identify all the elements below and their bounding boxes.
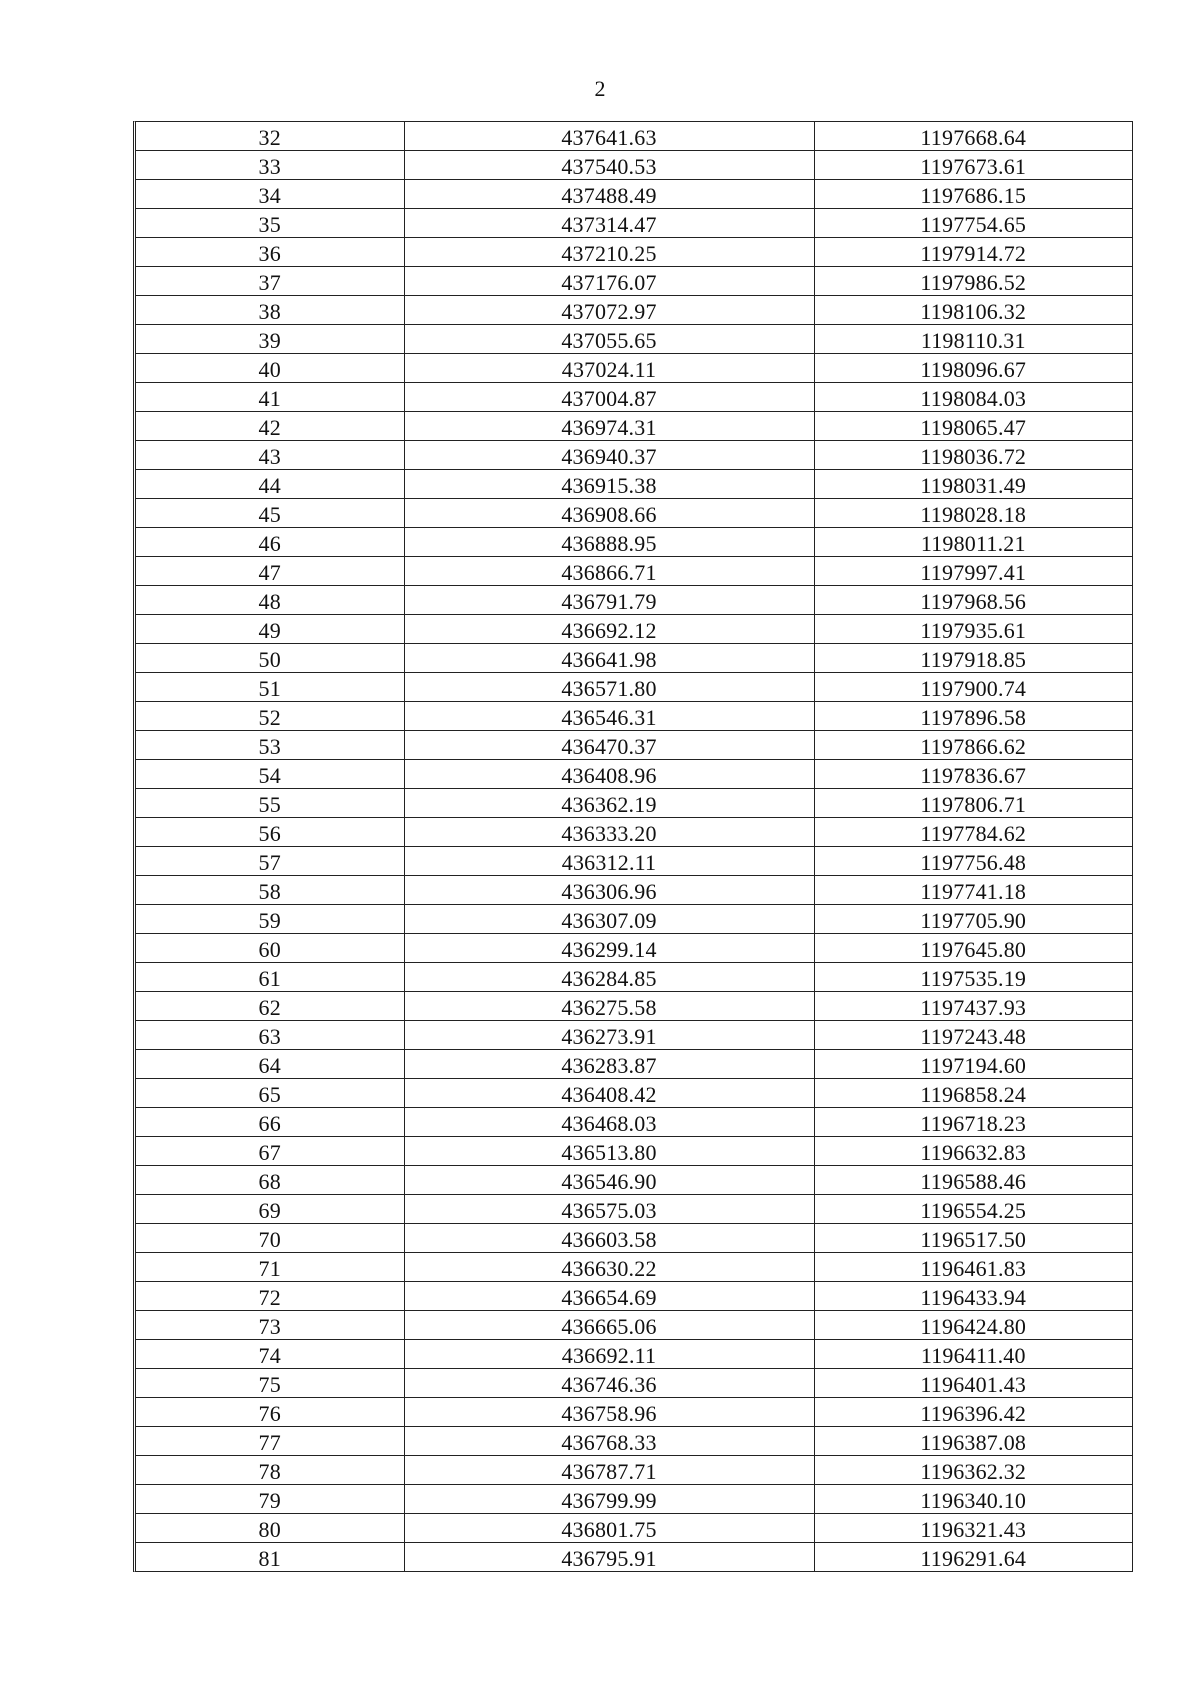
- x-coordinate-cell: 436641.98: [404, 644, 814, 673]
- table-row: [136, 238, 1132, 267]
- point-number-cell: 64: [136, 1050, 404, 1079]
- y-coordinate-cell: 1196424.80: [814, 1311, 1132, 1340]
- x-coordinate-cell: 436630.22: [404, 1253, 814, 1282]
- table-row: [136, 992, 1132, 1021]
- y-coordinate-cell: 1197900.74: [814, 673, 1132, 702]
- table-row: [136, 122, 1132, 151]
- y-coordinate-cell: 1196396.42: [814, 1398, 1132, 1427]
- x-coordinate-cell: 436603.58: [404, 1224, 814, 1253]
- table-row: [136, 499, 1132, 528]
- y-coordinate-cell: 1196291.64: [920, 1546, 1027, 1571]
- point-number-cell: 70: [136, 1224, 404, 1253]
- x-coordinate-cell: 436791.79: [404, 586, 814, 615]
- y-coordinate-cell: 1197686.15: [814, 180, 1132, 209]
- point-number-cell: 81: [136, 1543, 404, 1572]
- point-number-cell: 59: [136, 905, 404, 934]
- x-coordinate-cell: 437314.47: [404, 209, 814, 238]
- point-number-cell: 56: [136, 818, 404, 847]
- x-coordinate-cell: 436546.90: [404, 1166, 814, 1195]
- table-row: [136, 180, 1132, 209]
- point-number-cell: 67: [136, 1137, 404, 1166]
- y-coordinate-cell: 1197918.85: [814, 644, 1132, 673]
- table-row: [136, 644, 1132, 673]
- y-coordinate-cell: 1198036.72: [814, 441, 1132, 470]
- y-coordinate-cell: 1198065.47: [814, 412, 1132, 441]
- x-coordinate-cell: 436284.85: [404, 963, 814, 992]
- y-coordinate-cell: 1197914.72: [814, 238, 1132, 267]
- x-coordinate-cell: 437072.97: [404, 296, 814, 325]
- x-coordinate-cell: 436974.31: [404, 412, 814, 441]
- point-number-cell: 35: [136, 209, 404, 238]
- y-coordinate-cell: 1196387.08: [814, 1427, 1132, 1456]
- table-row: [136, 1427, 1132, 1456]
- x-coordinate-cell: 436665.06: [404, 1311, 814, 1340]
- point-number-cell: 65: [136, 1079, 404, 1108]
- table-row: [136, 586, 1132, 615]
- point-number-cell: 78: [136, 1456, 404, 1485]
- y-coordinate-cell: 1197968.56: [814, 586, 1132, 615]
- point-number-cell: 50: [136, 644, 404, 673]
- y-coordinate-cell: 1197866.62: [814, 731, 1132, 760]
- table-row: [136, 296, 1132, 325]
- table-row: [136, 1253, 1132, 1282]
- x-coordinate-cell: 436408.96: [404, 760, 814, 789]
- table-row: [136, 470, 1132, 499]
- x-coordinate-cell: 436575.03: [404, 1195, 814, 1224]
- x-coordinate-cell: 436799.99: [404, 1485, 814, 1514]
- y-coordinate-cell: 1196433.94: [814, 1282, 1132, 1311]
- table-row: [136, 383, 1132, 412]
- point-number-cell: 77: [136, 1427, 404, 1456]
- table-row: [136, 354, 1132, 383]
- y-coordinate-cell: 1198110.31: [814, 325, 1132, 354]
- table-row: [136, 1021, 1132, 1050]
- x-coordinate-cell: 436768.33: [404, 1427, 814, 1456]
- x-coordinate-cell: 436795.91: [404, 1543, 814, 1572]
- y-coordinate-cell: 1198031.49: [814, 470, 1132, 499]
- x-coordinate-cell: 436408.42: [404, 1079, 814, 1108]
- x-coordinate-cell: 437641.63: [404, 122, 814, 151]
- coordinates-table: [133, 121, 1133, 1572]
- y-coordinate-cell: 1196554.25: [814, 1195, 1132, 1224]
- point-number-cell: 41: [136, 383, 404, 412]
- point-number-cell: 39: [136, 325, 404, 354]
- point-number-cell: 58: [136, 876, 404, 905]
- x-coordinate-cell: 436273.91: [404, 1021, 814, 1050]
- x-coordinate-cell: 436283.87: [404, 1050, 814, 1079]
- x-coordinate-cell: 436312.11: [404, 847, 814, 876]
- point-number-cell: 47: [136, 557, 404, 586]
- point-number-cell: 61: [136, 963, 404, 992]
- x-coordinate-cell: 436866.71: [404, 557, 814, 586]
- x-coordinate-cell: 437176.07: [404, 267, 814, 296]
- y-coordinate-cell: 1196461.83: [814, 1253, 1132, 1282]
- point-number-cell: 52: [136, 702, 404, 731]
- point-number-cell: 44: [136, 470, 404, 499]
- y-coordinate-cell: 1197754.65: [814, 209, 1132, 238]
- point-number-cell: 60: [136, 934, 404, 963]
- point-number-cell: 45: [136, 499, 404, 528]
- y-coordinate-cell: 1196517.50: [814, 1224, 1132, 1253]
- table-row: [136, 325, 1132, 354]
- point-number-cell: 68: [136, 1166, 404, 1195]
- table-row: [136, 731, 1132, 760]
- y-coordinate-cell: 1198106.32: [814, 296, 1132, 325]
- y-coordinate-cell: 1196321.43: [814, 1514, 1132, 1543]
- point-number-cell: 74: [136, 1340, 404, 1369]
- y-coordinate-cell: 1197997.41: [814, 557, 1132, 586]
- y-coordinate-cell: 1197836.67: [814, 760, 1132, 789]
- x-coordinate-cell: 436746.36: [404, 1369, 814, 1398]
- x-coordinate-cell: 436307.09: [404, 905, 814, 934]
- table-row: [136, 1050, 1132, 1079]
- x-coordinate-cell: 436787.71: [404, 1456, 814, 1485]
- y-coordinate-cell: 1197194.60: [814, 1050, 1132, 1079]
- table-row: [136, 267, 1132, 296]
- y-coordinate-cell: 1197896.58: [814, 702, 1132, 731]
- y-coordinate-cell: 1196858.24: [814, 1079, 1132, 1108]
- point-number-cell: 62: [136, 992, 404, 1021]
- table-row: [136, 557, 1132, 586]
- y-coordinate-cell: 1197806.71: [814, 789, 1132, 818]
- x-coordinate-cell: 436692.12: [404, 615, 814, 644]
- point-number-cell: 75: [136, 1369, 404, 1398]
- point-number-cell: 69: [136, 1195, 404, 1224]
- table-row: [136, 934, 1132, 963]
- table-row: [136, 702, 1132, 731]
- y-coordinate-cell: 1197673.61: [814, 151, 1132, 180]
- x-coordinate-cell: 436915.38: [404, 470, 814, 499]
- point-number-cell: 49: [136, 615, 404, 644]
- point-number-cell: 38: [136, 296, 404, 325]
- y-coordinate-cell: 1196401.43: [814, 1369, 1132, 1398]
- y-coordinate-cell: 1197741.18: [814, 876, 1132, 905]
- table-row: [136, 1137, 1132, 1166]
- x-coordinate-cell: 437004.87: [404, 383, 814, 412]
- x-coordinate-cell: 436513.80: [404, 1137, 814, 1166]
- y-coordinate-cell: 1196588.46: [814, 1166, 1132, 1195]
- y-coordinate-cell: 1196362.32: [814, 1456, 1132, 1485]
- table-row: [136, 1079, 1132, 1108]
- y-coordinate-cell: 1196411.40: [814, 1340, 1132, 1369]
- y-coordinate-cell: 1197705.90: [814, 905, 1132, 934]
- x-coordinate-cell: 437540.53: [404, 151, 814, 180]
- y-coordinate-cell: 1196340.10: [814, 1485, 1132, 1514]
- table-row: [136, 1514, 1132, 1543]
- table-row: [136, 1108, 1132, 1137]
- table-row: [136, 1456, 1132, 1485]
- point-number-cell: 37: [136, 267, 404, 296]
- x-coordinate-cell: 436801.75: [404, 1514, 814, 1543]
- x-coordinate-cell: 436470.37: [404, 731, 814, 760]
- y-coordinate-cell: 1197986.52: [814, 267, 1132, 296]
- point-number-cell: 51: [136, 673, 404, 702]
- table-row: [136, 1369, 1132, 1398]
- point-number-cell: 34: [136, 180, 404, 209]
- table-row: [136, 1224, 1132, 1253]
- point-number-cell: 79: [136, 1485, 404, 1514]
- point-number-cell: 71: [136, 1253, 404, 1282]
- y-coordinate-cell: 1196718.23: [814, 1108, 1132, 1137]
- x-coordinate-cell: 436758.96: [404, 1398, 814, 1427]
- point-number-cell: 55: [136, 789, 404, 818]
- point-number-cell: 80: [136, 1514, 404, 1543]
- table-row: [136, 673, 1132, 702]
- x-coordinate-cell: 436306.96: [404, 876, 814, 905]
- table-row: [136, 412, 1132, 441]
- y-coordinate-cell: 1197645.80: [814, 934, 1132, 963]
- x-coordinate-cell: 436275.58: [404, 992, 814, 1021]
- point-number-cell: 54: [136, 760, 404, 789]
- x-coordinate-cell: 436299.14: [404, 934, 814, 963]
- x-coordinate-cell: 437024.11: [404, 354, 814, 383]
- x-coordinate-cell: 436692.11: [404, 1340, 814, 1369]
- x-coordinate-cell: 436654.69: [404, 1282, 814, 1311]
- x-coordinate-cell: 436333.20: [404, 818, 814, 847]
- y-coordinate-cell: 1197668.64: [814, 122, 1132, 151]
- table-row: [136, 1166, 1132, 1195]
- point-number-cell: 48: [136, 586, 404, 615]
- table-row: [136, 1398, 1132, 1427]
- x-coordinate-cell: 436908.66: [404, 499, 814, 528]
- point-number-cell: 76: [136, 1398, 404, 1427]
- page-number: 2: [594, 76, 606, 101]
- table-row: [136, 1340, 1132, 1369]
- point-number-cell: 57: [136, 847, 404, 876]
- point-number-cell: 32: [136, 122, 404, 151]
- table-row: [136, 151, 1132, 180]
- x-coordinate-cell: 436888.95: [404, 528, 814, 557]
- point-number-cell: 43: [136, 441, 404, 470]
- point-number-cell: 33: [136, 151, 404, 180]
- y-coordinate-cell: 1197243.48: [814, 1021, 1132, 1050]
- point-number-cell: 66: [136, 1108, 404, 1137]
- table-row: [136, 209, 1132, 238]
- table-row: [136, 528, 1132, 557]
- y-coordinate-cell: 1198028.18: [814, 499, 1132, 528]
- y-coordinate-cell: 1198011.21: [814, 528, 1132, 557]
- x-coordinate-cell: 437488.49: [404, 180, 814, 209]
- point-number-cell: 42: [136, 412, 404, 441]
- table-body: [136, 122, 1132, 1571]
- x-coordinate-cell: 436362.19: [404, 789, 814, 818]
- x-coordinate-cell: 436546.31: [404, 702, 814, 731]
- y-coordinate-cell: 1196632.83: [814, 1137, 1132, 1166]
- table-row: [136, 1311, 1132, 1340]
- table-row: [136, 963, 1132, 992]
- y-coordinate-cell: 1197784.62: [814, 818, 1132, 847]
- coordinates-table-grid: [136, 122, 1132, 1571]
- table-row: [136, 760, 1132, 789]
- point-number-cell: 72: [136, 1282, 404, 1311]
- table-row: [136, 615, 1132, 644]
- x-coordinate-cell: 437210.25: [404, 238, 814, 267]
- table-row: [136, 1195, 1132, 1224]
- table-row: [136, 789, 1132, 818]
- point-number-cell: 63: [136, 1021, 404, 1050]
- table-row: [136, 847, 1132, 876]
- y-coordinate-cell: 1197935.61: [814, 615, 1132, 644]
- point-number-cell: 40: [136, 354, 404, 383]
- table-row: [136, 876, 1132, 905]
- point-number-cell: 73: [136, 1311, 404, 1340]
- y-coordinate-cell: 1198084.03: [814, 383, 1132, 412]
- point-number-cell: 46: [136, 528, 404, 557]
- x-coordinate-cell: 436940.37: [404, 441, 814, 470]
- x-coordinate-cell: 437055.65: [404, 325, 814, 354]
- table-row: [136, 441, 1132, 470]
- table-row: [136, 1543, 1132, 1572]
- table-row: [136, 905, 1132, 934]
- y-coordinate-cell: 1197535.19: [814, 963, 1132, 992]
- y-coordinate-cell: 1197756.48: [814, 847, 1132, 876]
- point-number-cell: 36: [136, 238, 404, 267]
- table-row: [136, 818, 1132, 847]
- y-coordinate-cell: 1197437.93: [814, 992, 1132, 1021]
- table-row: [136, 1485, 1132, 1514]
- x-coordinate-cell: 436468.03: [404, 1108, 814, 1137]
- point-number-cell: 53: [136, 731, 404, 760]
- x-coordinate-cell: 436571.80: [404, 673, 814, 702]
- y-coordinate-cell: 1198096.67: [814, 354, 1132, 383]
- table-row: [136, 1282, 1132, 1311]
